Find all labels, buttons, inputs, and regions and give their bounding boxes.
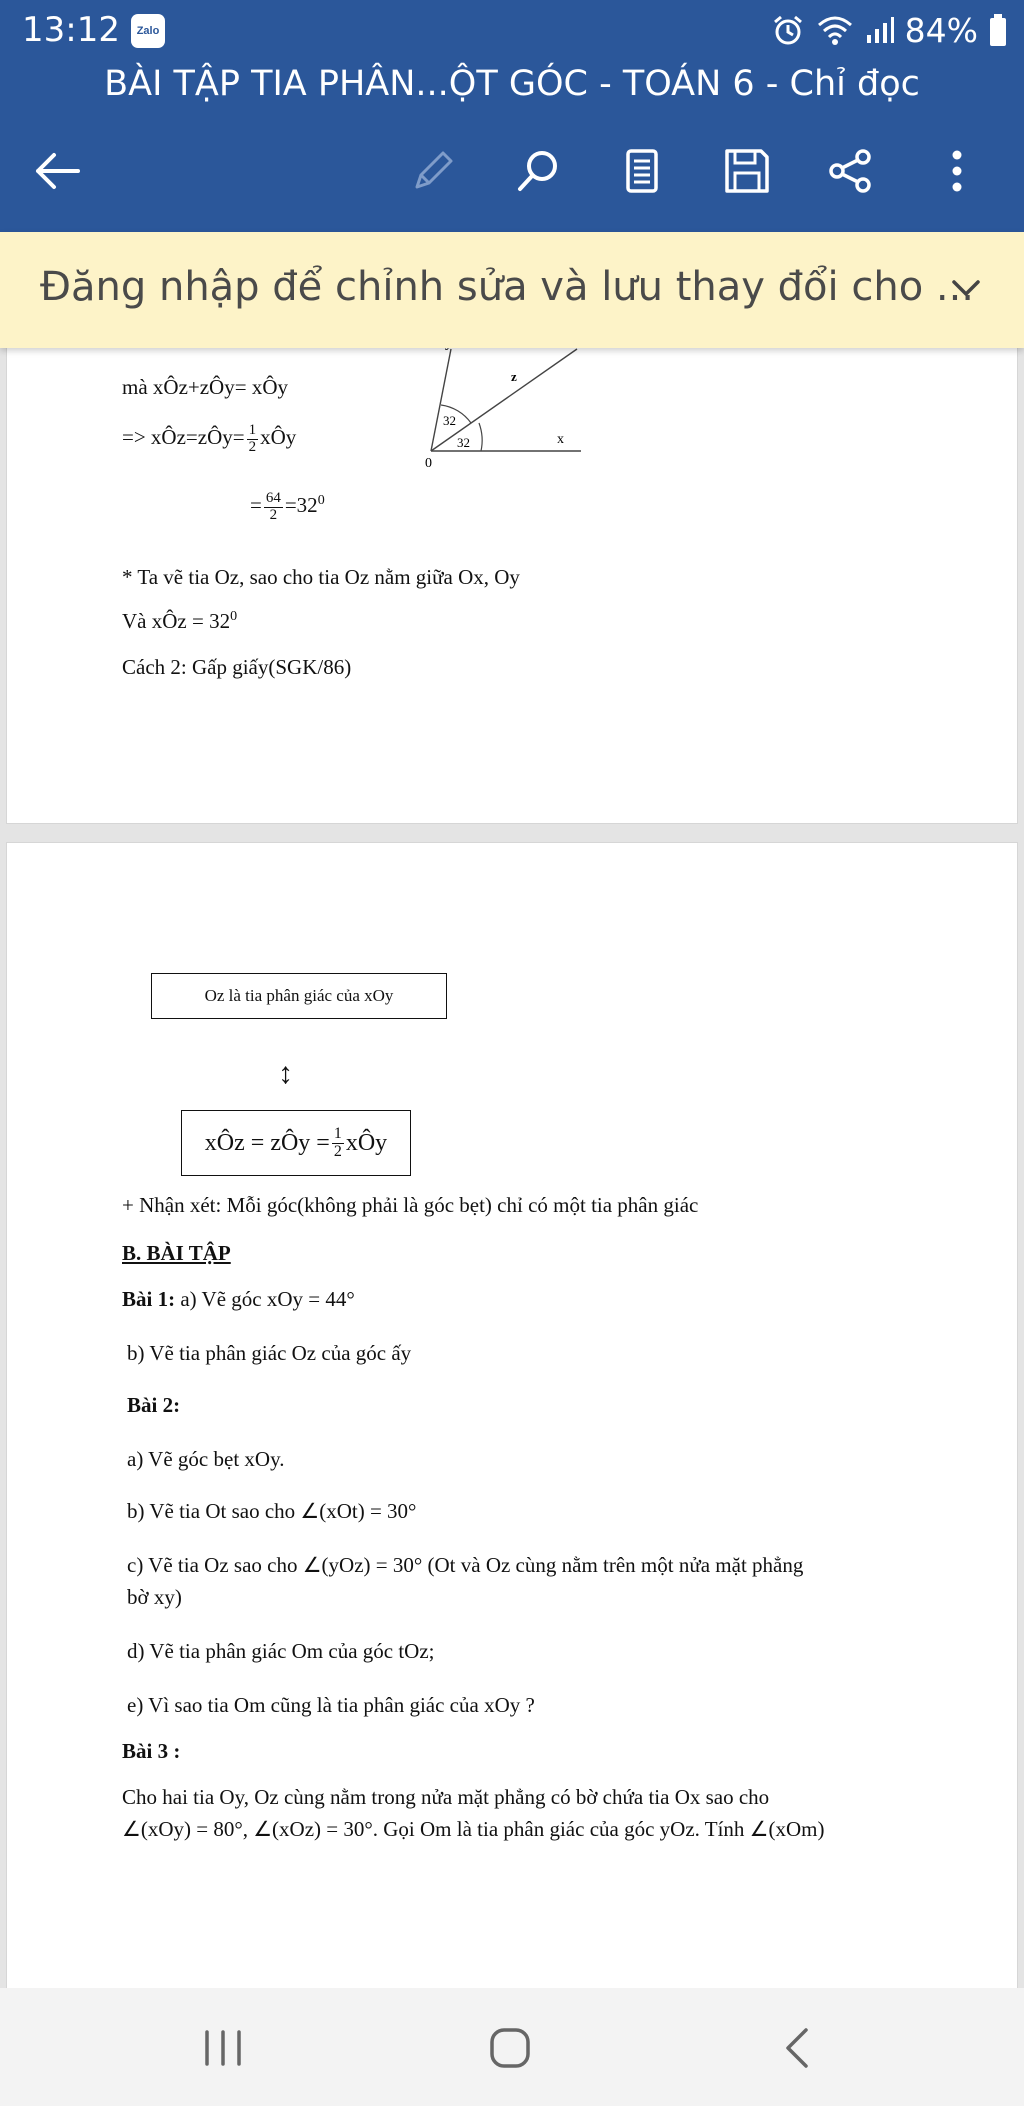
toolbar: [0, 140, 1024, 202]
angle-value-text: Và xÔz = 32: [122, 609, 231, 633]
fraction-half: [332, 1126, 344, 1161]
equation-calc: [250, 491, 325, 524]
section-b-heading: B. BÀI TẬP: [122, 1241, 231, 1265]
equivalence-arrow-icon: ↕: [278, 1057, 293, 1090]
document-page-1: [6, 300, 1018, 824]
exercise-1-b: b) Vẽ tia phân giác Oz của góc ấy: [127, 1341, 412, 1365]
recent-apps-icon: [201, 2028, 245, 2068]
fraction-denominator: 2: [333, 1142, 342, 1160]
exercise-3-line-1: Cho hai tia Oy, Oz cùng nằm trong nửa mặt phẳng có bờ chứa tia Ox sao cho: [122, 1785, 770, 1809]
alarm-icon: [771, 13, 805, 47]
signin-banner[interactable]: [0, 232, 1024, 348]
battery-percent: 84%: [904, 10, 978, 50]
exercise-3-line-2: ∠(xOy) = 80°, ∠(xOz) = 30°. Gọi Om là tia phân giác của góc yOz. Tính ∠(xOm): [122, 1817, 825, 1841]
exercise-1-label: Bài 1:: [122, 1287, 176, 1311]
more-options-icon: [947, 147, 967, 195]
exercise-2-e: e) Vì sao tia Om cũng là tia phân giác của xOy ?: [127, 1693, 535, 1717]
equation-calc-prefix: =: [250, 493, 262, 518]
edit-pencil-icon: [409, 147, 457, 195]
label-x: x: [557, 432, 564, 447]
document-page-2: [6, 842, 1018, 2012]
bisector-formula-box: [181, 1110, 411, 1176]
save-button[interactable]: [716, 140, 778, 202]
angle-value-line: [122, 609, 237, 634]
degree-superscript: 0: [317, 493, 325, 509]
share-icon: [827, 147, 875, 195]
exercise-2-c-line-2: bờ xy): [127, 1585, 182, 1609]
home-button[interactable]: [465, 2008, 555, 2088]
banner-expand-button[interactable]: [938, 260, 994, 316]
fraction-numerator: 1: [333, 1124, 342, 1142]
fraction-numerator: 64: [265, 490, 281, 506]
ray-oz: [431, 349, 577, 451]
fraction-numerator: 1: [248, 422, 257, 438]
reading-view-button[interactable]: [611, 140, 673, 202]
document-title: BÀI TẬP TIA PHÂN...ỘT GÓC - TOÁN 6 - Chỉ đọc: [104, 64, 920, 104]
status-time: 13:12: [22, 10, 120, 50]
battery-icon: [988, 13, 1008, 47]
formula-prefix: xÔz = zÔy =: [204, 1129, 330, 1156]
exercise-2-c-line-1: c) Vẽ tia Oz sao cho ∠(yOz) = 30° (Ot và Oz cùng nằm trên một nửa mặt phẳng: [127, 1553, 804, 1577]
fraction-half: [247, 423, 259, 456]
more-options-button[interactable]: [926, 140, 988, 202]
degree-superscript: 0: [230, 609, 238, 624]
angle-figure: [407, 347, 587, 471]
search-icon: [514, 147, 562, 195]
signal-icon: [865, 15, 895, 45]
nav-back-button[interactable]: [752, 2008, 842, 2088]
formula-suffix: xÔy: [345, 1129, 388, 1156]
angle-label-upper: 32: [443, 413, 456, 428]
bisector-definition-box: Oz là tia phân giác của xOy: [151, 973, 447, 1019]
fraction-denominator: 2: [248, 438, 257, 455]
label-o: 0: [425, 456, 432, 471]
label-z: z: [511, 369, 517, 384]
equation-calc-result: =32: [284, 493, 318, 518]
back-icon: [782, 2026, 812, 2070]
search-button[interactable]: [507, 140, 569, 202]
wifi-icon: [815, 13, 855, 47]
exercise-1-a-text: a) Vẽ góc xOy = 44°: [175, 1287, 355, 1311]
home-icon: [488, 2026, 532, 2070]
back-button[interactable]: [26, 140, 88, 202]
exercise-2-b: b) Vẽ tia Ot sao cho ∠(xOt) = 30°: [127, 1499, 417, 1523]
arc-lower: [479, 423, 482, 451]
back-arrow-icon: [32, 151, 82, 191]
fraction-64-2: [264, 491, 283, 524]
remark-line: + Nhận xét: Mỗi góc(không phải là góc bẹt) chỉ có một tia phân giác: [122, 1193, 699, 1217]
exercise-2-d: d) Vẽ tia phân giác Om của góc tOz;: [127, 1639, 435, 1663]
exercise-3-label: Bài 3 :: [122, 1739, 181, 1763]
equation-sum: mà xÔz+zÔy= xÔy: [122, 375, 288, 399]
edit-button[interactable]: [402, 140, 464, 202]
equation-half-prefix: => xÔz=zÔy=: [122, 425, 245, 450]
save-icon: [723, 147, 771, 195]
angle-label-lower: 32: [457, 435, 470, 450]
fraction-denominator: 2: [269, 506, 278, 523]
status-bar: [0, 0, 1024, 62]
system-navigation-bar: [0, 1988, 1024, 2106]
equation-half: [122, 423, 296, 456]
recent-apps-button[interactable]: [178, 2008, 268, 2088]
zalo-notification-icon: Zalo: [131, 14, 165, 48]
exercise-1-a: [122, 1287, 355, 1312]
equation-half-suffix: xÔy: [260, 425, 297, 450]
signin-banner-text: Đăng nhập để chỉnh sửa và lưu thay đổi cho ...: [40, 264, 975, 310]
exercise-2-label: Bài 2:: [127, 1393, 181, 1417]
instruction-draw-oz: * Ta vẽ tia Oz, sao cho tia Oz nằm giữa Ox, Oy: [122, 565, 520, 589]
reading-view-icon: [622, 147, 662, 195]
ray-oy: [431, 349, 451, 451]
method-2-line: Cách 2: Gấp giấy(SGK/86): [122, 655, 352, 679]
exercise-2-a: a) Vẽ góc bẹt xOy.: [127, 1447, 285, 1471]
share-button[interactable]: [820, 140, 882, 202]
chevron-down-icon: [951, 278, 981, 298]
status-icons: [771, 10, 1008, 50]
app-header: [0, 0, 1024, 232]
